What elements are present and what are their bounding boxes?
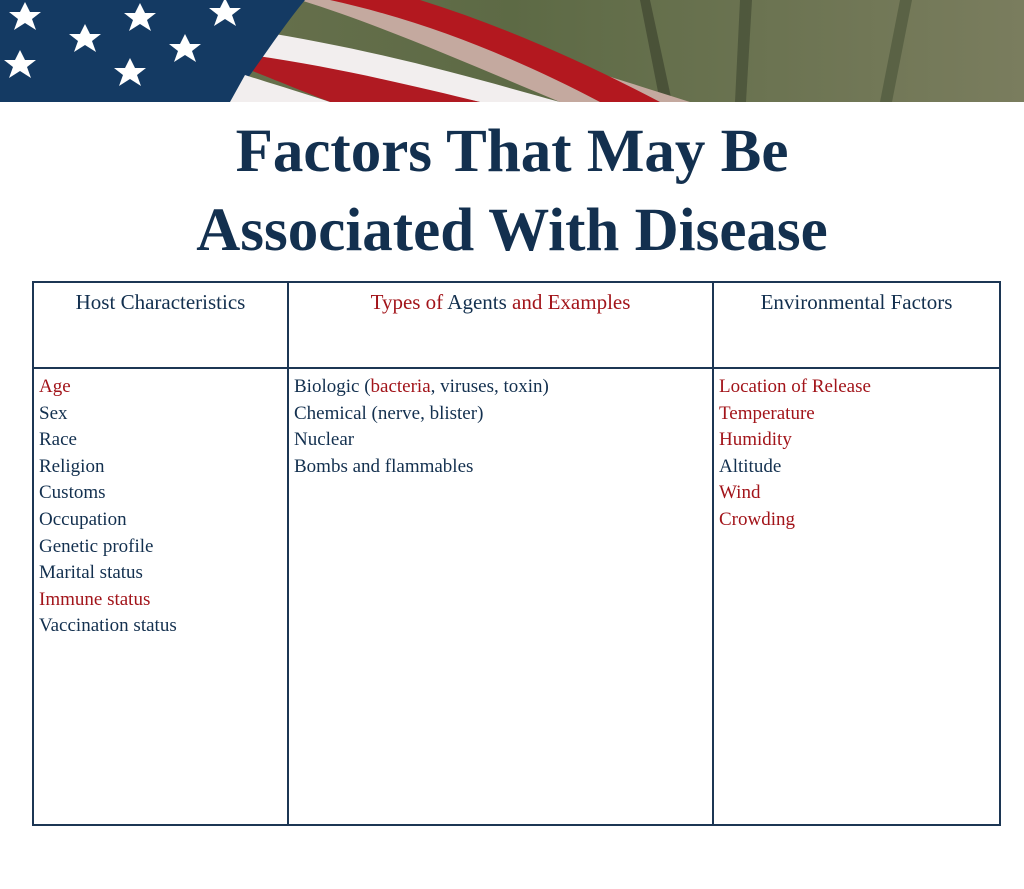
- list-item-biologic: [294, 374, 708, 401]
- table-header-row: [33, 282, 1000, 368]
- page-title: [0, 112, 1024, 270]
- environmental-factors-cell: [713, 368, 1000, 825]
- list-item: Customs: [39, 482, 106, 504]
- list-item: Religion: [39, 455, 105, 477]
- header-agents-part2: Agents: [447, 290, 507, 314]
- list-item-bombs: Bombs and flammables: [294, 455, 474, 477]
- list-item: Location of Release: [719, 376, 871, 397]
- title-line-2: Associated With Disease: [196, 197, 828, 264]
- flag-banner: [0, 0, 1024, 102]
- american-flag-icon: [0, 0, 1024, 102]
- table-row: [33, 368, 1000, 825]
- list-item: Sex: [39, 402, 68, 424]
- list-item: Altitude: [719, 455, 782, 477]
- list-item: Crowding: [719, 508, 795, 530]
- biologic-highlight: bacteria: [370, 376, 431, 397]
- list-item: Humidity: [719, 429, 792, 451]
- list-item-nuclear: Nuclear: [294, 429, 355, 451]
- agents-cell: [288, 368, 713, 825]
- list-item: Temperature: [719, 402, 815, 424]
- list-item: Occupation: [39, 508, 127, 530]
- title-line-1: Factors That May Be: [235, 118, 789, 185]
- header-agents-part3: and Examples: [506, 290, 631, 314]
- header-types-of-agents: [288, 282, 713, 368]
- factors-table: [32, 281, 1001, 826]
- list-item: Marital status: [39, 562, 143, 584]
- biologic-prefix: Biologic (: [294, 376, 371, 397]
- list-item: Immune status: [39, 588, 151, 610]
- header-host-characteristics: Host Characteristics: [33, 282, 288, 368]
- list-item: Age: [39, 376, 71, 397]
- header-environmental-factors: Environmental Factors: [713, 282, 1000, 368]
- biologic-suffix: , viruses, toxin): [430, 376, 549, 397]
- host-characteristics-cell: [33, 368, 288, 825]
- list-item: Race: [39, 429, 77, 451]
- list-item: Genetic profile: [39, 535, 154, 557]
- header-agents-part1: Types of: [370, 290, 448, 314]
- list-item: Vaccination status: [39, 615, 177, 637]
- list-item-chemical: Chemical (nerve, blister): [294, 402, 484, 424]
- list-item: Wind: [719, 482, 761, 504]
